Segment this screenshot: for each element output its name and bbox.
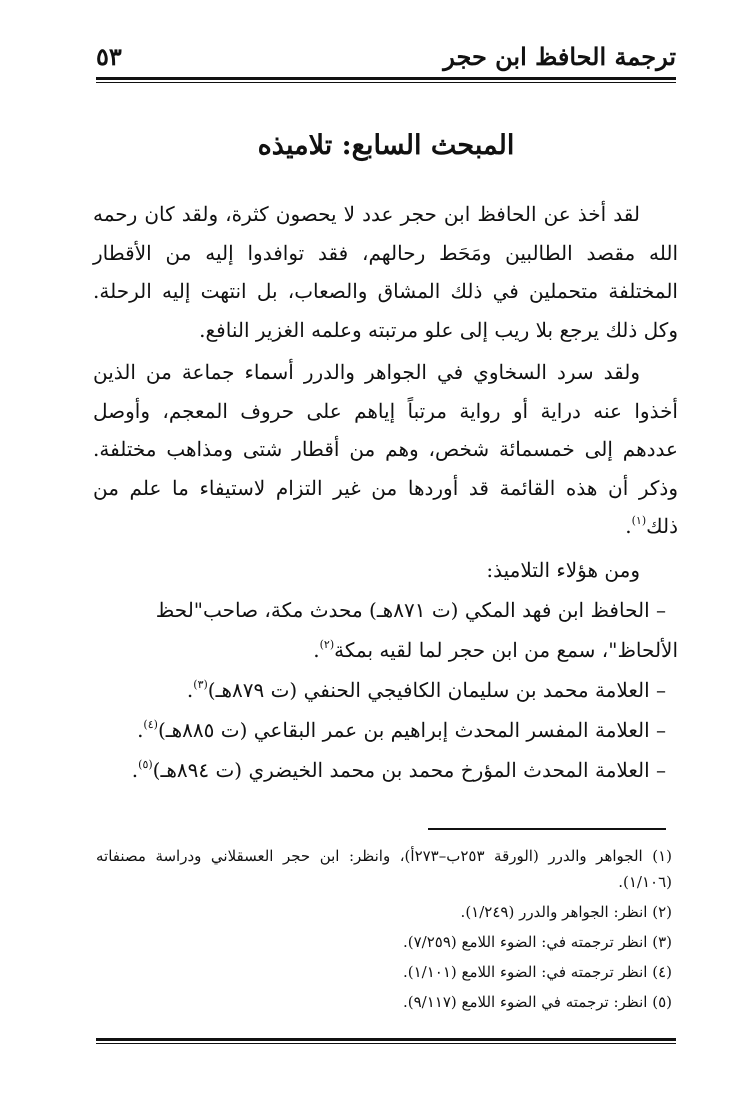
footnote-separator <box>428 828 666 830</box>
footnote-ref: (٣) <box>193 677 208 691</box>
footnote: (٢) انظر: الجواهر والدرر (١/٢٤٩). <box>460 903 672 921</box>
list-item <box>93 590 678 670</box>
header-rule <box>96 77 676 80</box>
list-item-text: – العلامة المحدث المؤرخ محمد بن محمد الخيضري (ت ٨٩٤هـ) <box>152 757 666 782</box>
list-item-text: – العلامة محمد بن سليمان الكافيجي الحنفي (ت ٨٧٩هـ) <box>207 677 666 702</box>
footnote-ref: (٤) <box>143 717 158 731</box>
bottom-rule-thin <box>96 1043 676 1044</box>
paragraph-text: ولقد سرد السخاوي في الجواهر والدرر أسماء جماعة من الذين أخذوا عنه دراية أو رواية مرتباً إياهم على حروف المعجم، وأوصل عددهم إلى خمسمائة شخص، وهم من أقطار شتى ومذاهب مختلفة. وذكر أن هذه القائمة قد أوردها من غير التزام لاستيفاء ما علم من ذلك <box>93 360 678 538</box>
footnote: (١) الجواهر والدرر (الورقة ٢٥٣ب–٢٧٣أ)، وانظر: ابن حجر العسقلاني ودراسة مصنفاته (١/١٠٦). <box>96 847 672 891</box>
footnote: (٣) انظر ترجمته في: الضوء اللامع (٧/٢٥٩). <box>402 933 672 951</box>
page-number: ٥٣ <box>96 42 122 71</box>
footnote-ref: (١) <box>631 514 647 527</box>
footnote-ref: (٢) <box>319 637 335 651</box>
list-item-text: – العلامة المفسر المحدث إبراهيم بن عمر البقاعي (ت ٨٨٥هـ) <box>157 717 666 742</box>
footnote: (٤) انظر ترجمته في: الضوء اللامع (١/١٠١). <box>402 963 672 981</box>
list-item-end: . <box>186 677 194 702</box>
paragraph <box>93 353 678 546</box>
paragraph-end: . <box>625 514 632 538</box>
section-title: المبحث السابع: تلاميذه <box>257 130 515 161</box>
footnote-ref: (٥) <box>138 757 153 771</box>
list-item-end: . <box>313 637 320 662</box>
list-item <box>93 670 678 710</box>
header-rule-thin <box>96 82 676 83</box>
paragraph: لقد أخذ عن الحافظ ابن حجر عدد لا يحصون كثرة، ولقد كان رحمه الله مقصد الطالبين ومَحَط رحالهم، فقد توافدوا إليه من الأقطار المختلفة متحملين في ذلك المشاق والصعاب، بل انتهت إليه الرحلة. وكل ذلك يرجع بلا ريب إلى علو مرتبته وعلمه الغزير النافع. <box>93 202 678 342</box>
body-text <box>93 195 678 790</box>
running-header-title: ترجمة الحافظ ابن حجر <box>443 42 676 71</box>
list-item <box>93 750 678 790</box>
list-item-end: . <box>131 757 139 782</box>
list-item-text: – الحافظ ابن فهد المكي (ت ٨٧١هـ) محدث مكة، صاحب"لحظ الألحاظ"، سمع من ابن حجر لما لقيه بمكة <box>155 597 678 662</box>
footnote: (٥) انظر: ترجمته في الضوء اللامع (٩/١١٧). <box>402 993 672 1011</box>
list-item-end: . <box>137 717 144 742</box>
bottom-rule <box>96 1038 676 1041</box>
footnotes <box>96 843 672 1019</box>
list-intro: ومن هؤلاء التلاميذ: <box>486 557 640 582</box>
students-list <box>93 590 678 790</box>
running-header <box>96 40 676 78</box>
list-item <box>93 710 678 750</box>
